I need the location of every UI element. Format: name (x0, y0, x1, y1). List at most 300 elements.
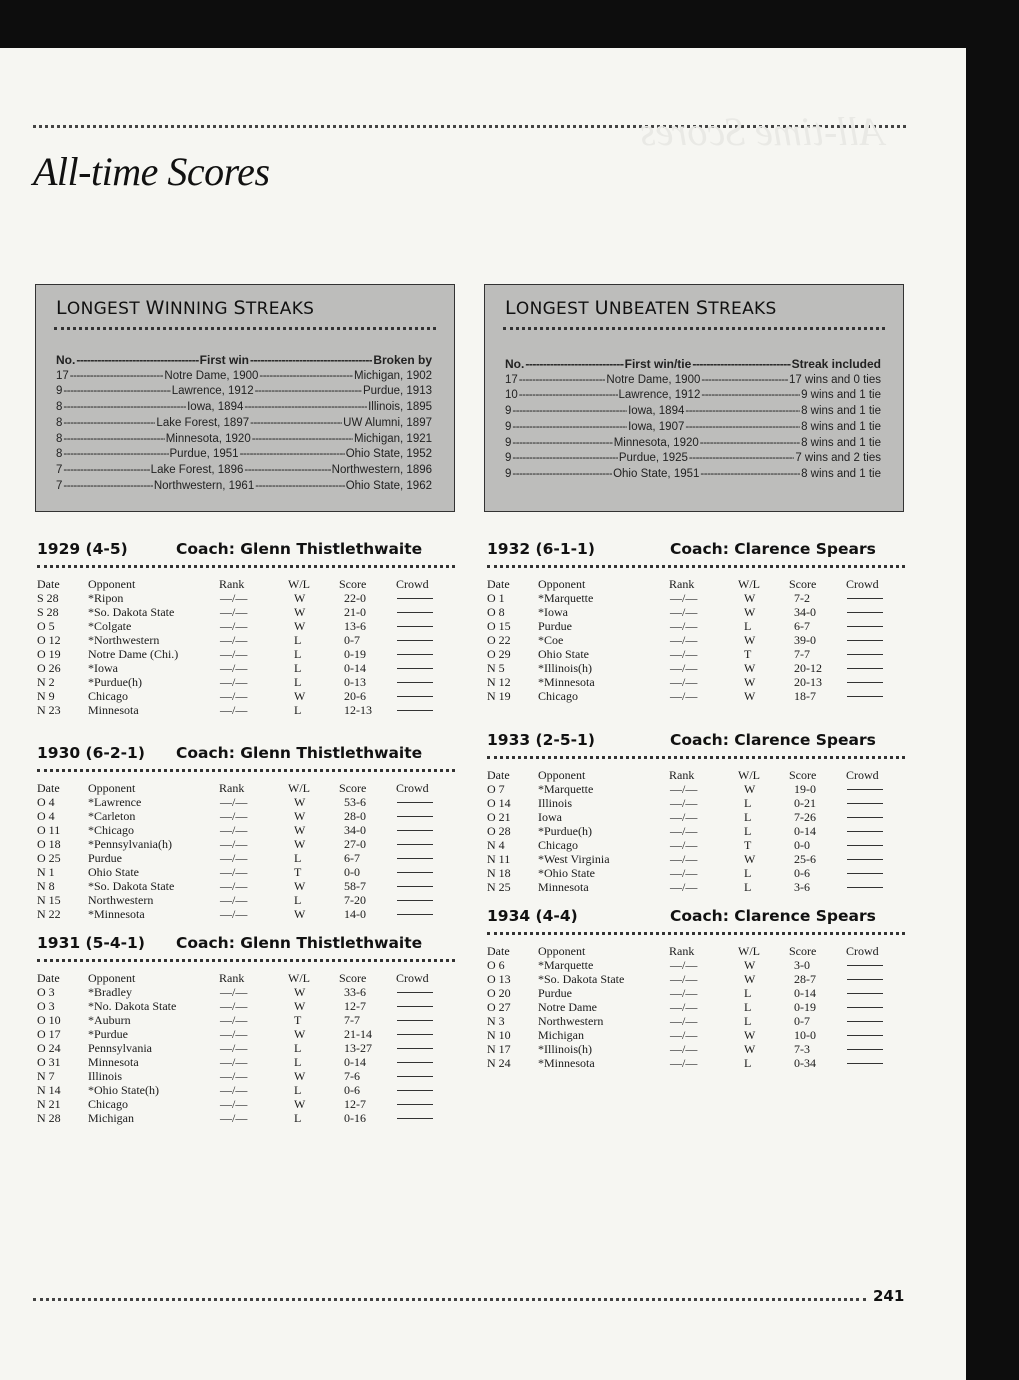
game-rank: —/— (670, 880, 698, 894)
crowd-blank-line (847, 796, 883, 804)
game-score: 21-14 (344, 1027, 372, 1041)
game-rank: —/— (220, 795, 248, 809)
game-date: O 13 (487, 972, 511, 986)
game-row (487, 824, 905, 838)
game-row (37, 907, 455, 921)
game-date: N 10 (487, 1028, 511, 1042)
season-dotted-rule (37, 565, 455, 568)
game-score: 6-7 (794, 619, 810, 633)
game-result: L (294, 675, 302, 689)
game-opponent: Michigan (88, 1111, 134, 1125)
crowd-blank-line (847, 647, 883, 655)
game-result: W (294, 689, 306, 703)
streak-count: 7 (56, 479, 63, 492)
game-rank: —/— (220, 1041, 248, 1055)
game-opponent: Notre Dame (Chi.) (88, 647, 179, 661)
game-rank: —/— (220, 1097, 248, 1111)
game-rank: —/— (670, 838, 698, 852)
season-coach: Coach: Clarence Spears (670, 731, 876, 749)
game-rank: —/— (670, 1014, 698, 1028)
game-score: 0-7 (344, 633, 360, 647)
col-wl: W/L (288, 781, 310, 795)
game-rank: —/— (220, 823, 248, 837)
streak-count: 9 (505, 420, 512, 433)
games-header-row (37, 577, 455, 591)
game-result: L (744, 824, 752, 838)
game-rank: —/— (670, 689, 698, 703)
game-rank: —/— (220, 893, 248, 907)
game-score: 12-7 (344, 999, 366, 1013)
streak-count: 8 (56, 448, 63, 461)
col-crowd: Crowd (396, 577, 429, 591)
game-date: O 14 (487, 796, 511, 810)
col-opponent: Opponent (538, 768, 586, 782)
game-score: 0-13 (344, 675, 366, 689)
dash-leader (70, 369, 164, 385)
game-rank: —/— (670, 824, 698, 838)
game-rank: —/— (670, 647, 698, 661)
dash-leader (685, 404, 800, 420)
streak-count: 9 (505, 436, 512, 449)
streak-row (505, 436, 881, 452)
game-score: 53-6 (344, 795, 366, 809)
season-year-record: 1932 (6-1-1) (487, 540, 595, 558)
col-crowd: Crowd (846, 768, 879, 782)
game-result: W (294, 879, 306, 893)
dash-leader (689, 451, 794, 467)
unbeaten-streaks-heading: LONGEST UNBEATEN STREAKS (505, 297, 777, 319)
box-dotted-rule (503, 327, 885, 330)
game-row (37, 605, 455, 619)
streak-count: 9 (505, 405, 512, 418)
season-coach: Coach: Clarence Spears (670, 540, 876, 558)
col-opponent: Opponent (88, 577, 136, 591)
game-opponent: Chicago (88, 1097, 128, 1111)
game-row (487, 647, 905, 661)
game-opponent: *Purdue (88, 1027, 128, 1041)
game-score: 34-0 (344, 823, 366, 837)
bottom-dotted-rule (33, 1298, 866, 1301)
game-rank: —/— (670, 661, 698, 675)
game-result: W (294, 985, 306, 999)
dash-leader (63, 447, 168, 463)
game-opponent: Purdue (538, 986, 572, 1000)
game-date: O 5 (37, 619, 55, 633)
season-heading (37, 744, 423, 762)
crowd-blank-line (847, 782, 883, 790)
game-date: N 7 (37, 1069, 55, 1083)
game-row (37, 1083, 455, 1097)
season-heading (487, 731, 876, 749)
game-date: O 20 (487, 986, 511, 1000)
game-row (487, 661, 905, 675)
streak-row (505, 420, 881, 436)
game-row (487, 810, 905, 824)
game-rank: —/— (220, 1055, 248, 1069)
game-opponent: *Chicago (88, 823, 134, 837)
season-coach: Coach: Glenn Thistlethwaite (176, 540, 423, 558)
crowd-blank-line (847, 675, 883, 683)
crowd-blank-line (397, 985, 433, 993)
crowd-blank-line (847, 824, 883, 832)
dash-leader (512, 404, 627, 420)
game-score: 58-7 (344, 879, 366, 893)
streak-row (505, 451, 881, 467)
game-opponent: Purdue (538, 619, 572, 633)
streak-row (56, 479, 432, 495)
crowd-blank-line (847, 852, 883, 860)
game-date: N 22 (37, 907, 61, 921)
game-result: W (294, 837, 306, 851)
dash-leader (519, 373, 606, 389)
game-row (487, 972, 905, 986)
game-score: 21-0 (344, 605, 366, 619)
game-date: O 8 (487, 605, 505, 619)
games-header-row (487, 768, 905, 782)
crowd-blank-line (397, 703, 433, 711)
col-opponent: Opponent (88, 781, 136, 795)
game-row (487, 689, 905, 703)
game-opponent: Illinois (88, 1069, 123, 1083)
crowd-blank-line (397, 1111, 433, 1119)
game-row (487, 591, 905, 605)
game-date: N 28 (37, 1111, 61, 1125)
crowd-blank-line (847, 1028, 883, 1036)
game-result: W (294, 907, 306, 921)
game-rank: —/— (670, 1028, 698, 1042)
game-row (37, 1111, 455, 1125)
game-date: O 24 (37, 1041, 61, 1055)
game-score: 0-6 (344, 1083, 360, 1097)
season-year-record: 1934 (4-4) (487, 907, 578, 925)
game-score: 3-0 (794, 958, 810, 972)
game-result: W (294, 823, 306, 837)
dash-leader (525, 357, 623, 373)
game-rank: —/— (220, 1069, 248, 1083)
game-date: N 9 (37, 689, 55, 703)
games-table (37, 781, 455, 921)
game-date: O 7 (487, 782, 505, 796)
col-score: Score (339, 577, 367, 591)
box-dotted-rule (54, 327, 436, 330)
streak-end: Ohio State, 1962 (345, 479, 432, 492)
streak-first: Lake Forest, 1897 (156, 416, 250, 429)
game-rank: —/— (670, 810, 698, 824)
streak-count: 10 (505, 389, 518, 402)
game-score: 7-7 (794, 647, 810, 661)
game-rank: —/— (670, 958, 698, 972)
col-rank: Rank (219, 577, 245, 591)
crowd-blank-line (397, 809, 433, 817)
game-score: 6-7 (344, 851, 360, 865)
game-opponent: *Minnesota (88, 907, 145, 921)
game-result: W (744, 689, 756, 703)
game-score: 12-13 (344, 703, 372, 717)
dash-leader (519, 388, 618, 404)
streak-row (505, 467, 881, 483)
crowd-blank-line (397, 1041, 433, 1049)
streak-first: Iowa, 1894 (187, 401, 244, 414)
game-date: O 29 (487, 647, 511, 661)
games-header-row (37, 971, 455, 985)
dash-leader (512, 451, 617, 467)
crowd-blank-line (847, 633, 883, 641)
crowd-blank-line (397, 689, 433, 697)
winning-streaks-box (35, 284, 455, 512)
col-opponent: Opponent (88, 971, 136, 985)
dash-leader (63, 384, 170, 400)
crowd-blank-line (397, 837, 433, 845)
game-score: 7-20 (344, 893, 366, 907)
game-opponent: *Illinois(h) (538, 661, 592, 675)
game-row (37, 1041, 455, 1055)
crowd-blank-line (397, 823, 433, 831)
game-score: 25-6 (794, 852, 816, 866)
game-row (37, 1013, 455, 1027)
col-wl: W/L (288, 577, 310, 591)
streak-end: Michigan, 1902 (354, 369, 433, 382)
game-result: T (294, 1013, 302, 1027)
dash-leader (252, 432, 353, 448)
crowd-blank-line (397, 1069, 433, 1077)
game-result: W (744, 972, 756, 986)
streak-count: No. (505, 357, 525, 371)
streak-count: 9 (505, 467, 512, 480)
season-year-record: 1929 (4-5) (37, 540, 128, 558)
game-score: 33-6 (344, 985, 366, 999)
game-rank: —/— (220, 879, 248, 893)
crowd-blank-line (397, 1027, 433, 1035)
game-opponent: *Ohio State(h) (88, 1083, 159, 1097)
game-date: N 3 (487, 1014, 505, 1028)
streak-first: Notre Dame, 1900 (606, 373, 701, 386)
games-header-row (37, 781, 455, 795)
game-opponent: *Northwestern (88, 633, 160, 647)
col-opponent: Opponent (538, 944, 586, 958)
game-result: W (744, 633, 756, 647)
dash-leader (63, 400, 186, 416)
season-heading (37, 934, 423, 952)
game-date: N 5 (487, 661, 505, 675)
game-opponent: *Illinois(h) (538, 1042, 592, 1056)
game-opponent: Chicago (538, 689, 578, 703)
game-opponent: *Bradley (88, 985, 132, 999)
crowd-blank-line (847, 880, 883, 888)
game-score: 3-6 (794, 880, 810, 894)
streak-count: 8 (56, 401, 63, 414)
game-result: L (294, 1083, 302, 1097)
game-rank: —/— (220, 619, 248, 633)
crowd-blank-line (397, 1097, 433, 1105)
streak-first: Purdue, 1925 (618, 452, 688, 465)
game-date: O 18 (37, 837, 61, 851)
game-result: W (744, 1028, 756, 1042)
game-result: W (744, 782, 756, 796)
games-header-row (487, 577, 905, 591)
game-score: 0-14 (794, 986, 816, 1000)
game-opponent: Northwestern (538, 1014, 604, 1028)
crowd-blank-line (397, 879, 433, 887)
game-row (487, 880, 905, 894)
game-date: S 28 (37, 591, 59, 605)
dash-leader (244, 463, 330, 479)
game-score: 20-6 (344, 689, 366, 703)
streak-count: 7 (56, 463, 63, 476)
dash-leader (701, 388, 800, 404)
game-rank: —/— (670, 619, 698, 633)
dash-leader (255, 384, 362, 400)
game-opponent: *No. Dakota State (88, 999, 177, 1013)
streak-end: UW Alumni, 1897 (343, 416, 432, 429)
game-rank: —/— (220, 1027, 248, 1041)
game-row (487, 1056, 905, 1070)
game-opponent: Notre Dame (538, 1000, 597, 1014)
game-date: N 14 (37, 1083, 61, 1097)
game-row (487, 796, 905, 810)
streak-first: First win (199, 353, 249, 367)
game-opponent: *Iowa (88, 661, 118, 675)
col-date: Date (37, 971, 60, 985)
game-opponent: *So. Dakota State (88, 879, 175, 893)
game-rank: —/— (670, 675, 698, 689)
game-score: 0-0 (794, 838, 810, 852)
game-opponent: Pennsylvania (88, 1041, 152, 1055)
game-date: N 11 (487, 852, 511, 866)
game-opponent: Minnesota (538, 880, 589, 894)
game-result: W (294, 1097, 306, 1111)
game-date: N 12 (487, 675, 511, 689)
game-result: L (294, 1055, 302, 1069)
games-header-row (487, 944, 905, 958)
game-result: L (294, 893, 302, 907)
crowd-blank-line (397, 851, 433, 859)
crowd-blank-line (397, 633, 433, 641)
game-result: W (294, 605, 306, 619)
crowd-blank-line (847, 1042, 883, 1050)
game-row (37, 619, 455, 633)
season-heading (37, 540, 423, 558)
season-dotted-rule (487, 756, 905, 759)
game-score: 0-19 (344, 647, 366, 661)
game-row (37, 851, 455, 865)
crowd-blank-line (847, 605, 883, 613)
game-date: N 4 (487, 838, 505, 852)
game-score: 22-0 (344, 591, 366, 605)
streak-first: Iowa, 1894 (628, 405, 685, 418)
game-rank: —/— (670, 605, 698, 619)
streak-first: Notre Dame, 1900 (164, 369, 259, 382)
game-date: O 26 (37, 661, 61, 675)
crowd-blank-line (397, 647, 433, 655)
col-date: Date (37, 781, 60, 795)
game-score: 13-27 (344, 1041, 372, 1055)
game-opponent: *Minnesota (538, 675, 595, 689)
game-rank: —/— (220, 1013, 248, 1027)
game-opponent: *Purdue(h) (88, 675, 142, 689)
game-result: W (744, 591, 756, 605)
game-rank: —/— (220, 689, 248, 703)
game-score: 7-3 (794, 1042, 810, 1056)
dash-leader (701, 373, 788, 389)
game-rank: —/— (220, 1111, 248, 1125)
game-date: O 21 (487, 810, 511, 824)
game-opponent: *Marquette (538, 958, 594, 972)
crowd-blank-line (847, 689, 883, 697)
streak-count: 9 (505, 452, 512, 465)
col-date: Date (487, 944, 510, 958)
game-result: L (744, 1014, 752, 1028)
streak-first: Purdue, 1951 (169, 448, 239, 461)
game-score: 10-0 (794, 1028, 816, 1042)
game-score: 7-6 (344, 1069, 360, 1083)
dash-leader (76, 353, 198, 369)
game-opponent: *Ohio State (538, 866, 595, 880)
streak-header-row (56, 353, 432, 369)
game-row (37, 675, 455, 689)
crowd-blank-line (847, 986, 883, 994)
game-rank: —/— (670, 986, 698, 1000)
game-opponent: *Purdue(h) (538, 824, 592, 838)
streak-first: Minnesota, 1920 (165, 432, 251, 445)
game-score: 0-14 (344, 1055, 366, 1069)
streak-end: 17 wins and 0 ties (788, 373, 882, 386)
crowd-blank-line (397, 907, 433, 915)
game-date: O 28 (487, 824, 511, 838)
game-row (37, 985, 455, 999)
dash-leader (63, 432, 164, 448)
game-result: L (294, 633, 302, 647)
page-number: 241 (873, 1287, 905, 1305)
game-rank: —/— (670, 1056, 698, 1070)
crowd-blank-line (847, 838, 883, 846)
game-row (487, 1014, 905, 1028)
col-wl: W/L (288, 971, 310, 985)
game-rank: —/— (670, 796, 698, 810)
dash-leader (250, 353, 372, 369)
streak-row (56, 369, 432, 385)
bleed-through-title: All-time Scores (640, 109, 885, 154)
col-crowd: Crowd (846, 944, 879, 958)
winning-streaks-list (56, 353, 432, 494)
game-opponent: *Lawrence (88, 795, 142, 809)
streak-end: 8 wins and 1 tie (801, 405, 881, 418)
game-rank: —/— (220, 633, 248, 647)
game-date: N 21 (37, 1097, 61, 1111)
game-result: W (744, 958, 756, 972)
game-opponent: *West Virginia (538, 852, 610, 866)
game-score: 0-19 (794, 1000, 816, 1014)
unbeaten-streaks-list (505, 357, 881, 483)
streak-end: 9 wins and 1 tie (801, 389, 881, 402)
game-score: 19-0 (794, 782, 816, 796)
game-result: W (294, 619, 306, 633)
game-rank: —/— (670, 782, 698, 796)
col-date: Date (37, 577, 60, 591)
game-rank: —/— (670, 1042, 698, 1056)
game-date: O 11 (37, 823, 61, 837)
game-date: N 18 (487, 866, 511, 880)
game-result: W (744, 675, 756, 689)
dash-leader (700, 467, 800, 483)
col-crowd: Crowd (846, 577, 879, 591)
game-opponent: *Minnesota (538, 1056, 595, 1070)
game-row (37, 999, 455, 1013)
streak-row (505, 373, 881, 389)
season-year-record: 1931 (5-4-1) (37, 934, 145, 952)
game-result: W (744, 852, 756, 866)
season-heading (487, 907, 876, 925)
game-score: 39-0 (794, 633, 816, 647)
